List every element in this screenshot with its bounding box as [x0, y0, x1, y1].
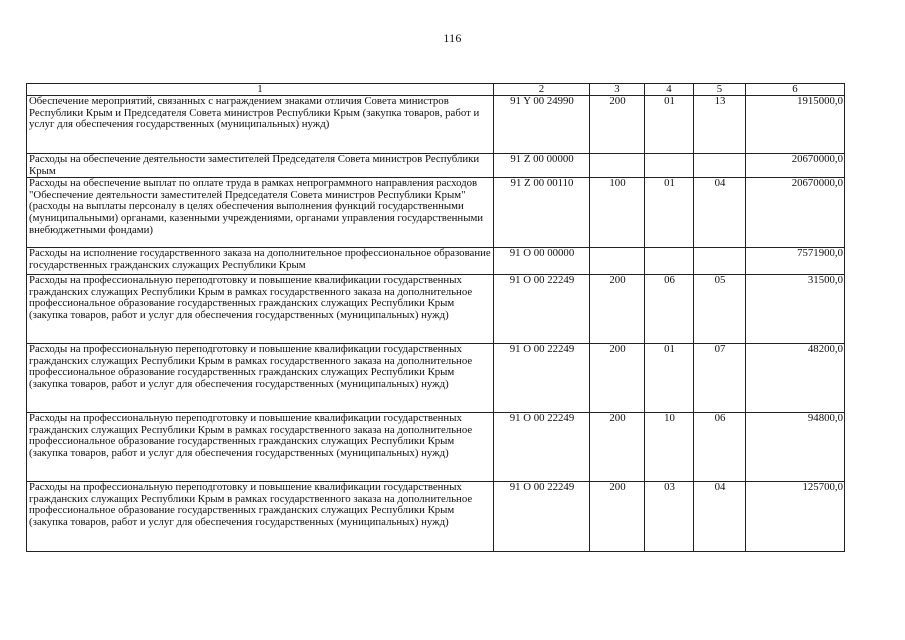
row-expense-type: 100 — [590, 178, 645, 248]
row-amount: 1915000,0 — [746, 96, 845, 154]
row-target-code: 91 О 00 00000 — [494, 248, 590, 275]
row-target-code: 91 О 00 22249 — [494, 344, 590, 413]
row-expense-type: 200 — [590, 413, 645, 482]
table-row — [27, 413, 845, 482]
row-subsection: 06 — [694, 413, 746, 482]
table-row — [27, 178, 845, 248]
row-amount: 94800,0 — [746, 413, 845, 482]
row-section: 03 — [645, 482, 694, 552]
row-expense-type: 200 — [590, 275, 645, 344]
row-target-code: 91 Y 00 24990 — [494, 96, 590, 154]
row-subsection: 07 — [694, 344, 746, 413]
row-section — [645, 154, 694, 178]
row-subsection — [694, 154, 746, 178]
table-row — [27, 96, 845, 154]
row-description: Расходы на профессиональную переподготовку и повышение квалификации государственных гражданских служащих Республики Крым в рамках государственного заказа на дополнительное профессиональное образование государственных гражданских служащих Республики Крым (закупка товаров, работ и услуг для обеспечения государственных (муниципальных) нужд) — [27, 344, 494, 413]
row-amount: 31500,0 — [746, 275, 845, 344]
row-section: 01 — [645, 344, 694, 413]
row-expense-type — [590, 248, 645, 275]
row-subsection — [694, 248, 746, 275]
table-row — [27, 344, 845, 413]
row-description: Расходы на обеспечение деятельности заместителей Председателя Совета министров Республики Крым — [27, 154, 494, 178]
header-row — [27, 84, 845, 96]
row-section — [645, 248, 694, 275]
budget-table — [26, 83, 845, 552]
header-col-5: 5 — [694, 84, 746, 96]
row-description: Расходы на профессиональную переподготовку и повышение квалификации государственных гражданских служащих Республики Крым в рамках государственного заказа на дополнительное профессиональное образование государственных гражданских служащих Республики Крым (закупка товаров, работ и услуг для обеспечения государственных (муниципальных) нужд) — [27, 413, 494, 482]
row-amount: 48200,0 — [746, 344, 845, 413]
table-body — [27, 96, 845, 552]
header-col-1: 1 — [27, 84, 494, 96]
table-header — [27, 84, 845, 96]
row-section: 06 — [645, 275, 694, 344]
row-expense-type — [590, 154, 645, 178]
page-number: 116 — [443, 31, 462, 45]
row-subsection: 13 — [694, 96, 746, 154]
row-subsection: 05 — [694, 275, 746, 344]
row-section: 01 — [645, 96, 694, 154]
row-target-code: 91 О 00 22249 — [494, 275, 590, 344]
row-subsection: 04 — [694, 482, 746, 552]
row-description: Расходы на профессиональную переподготовку и повышение квалификации государственных гражданских служащих Республики Крым в рамках государственного заказа на дополнительное профессиональное образование государственных гражданских служащих Республики Крым (закупка товаров, работ и услуг для обеспечения государственных (муниципальных) нужд) — [27, 275, 494, 344]
row-section: 01 — [645, 178, 694, 248]
row-amount: 125700,0 — [746, 482, 845, 552]
row-expense-type: 200 — [590, 344, 645, 413]
row-description: Расходы на исполнение государственного заказа на дополнительное профессиональное образование государственных гражданских служащих Республики Крым — [27, 248, 494, 275]
header-col-4: 4 — [645, 84, 694, 96]
row-section: 10 — [645, 413, 694, 482]
row-target-code: 91 Z 00 00110 — [494, 178, 590, 248]
row-expense-type: 200 — [590, 96, 645, 154]
header-col-2: 2 — [494, 84, 590, 96]
table-row — [27, 275, 845, 344]
row-description: Обеспечение мероприятий, связанных с награждением знаками отличия Совета министров Республики Крым и Председателя Совета министров Республики Крым (закупка товаров, работ и услуг для обеспечения государственных (муниципальных) нужд) — [27, 96, 494, 154]
row-target-code: 91 О 00 22249 — [494, 413, 590, 482]
table-row — [27, 248, 845, 275]
table-row — [27, 482, 845, 552]
row-target-code: 91 О 00 22249 — [494, 482, 590, 552]
row-expense-type: 200 — [590, 482, 645, 552]
row-description: Расходы на обеспечение выплат по оплате труда в рамках непрограммного направления расходов "Обеспечение деятельности заместителей Председателя Совета министров Республики Крым" (расходы на выплаты персоналу в целях обеспечения выполнения функций государственными (муниципальными) органами, казенными учреждениями, органами управления государственными внебюджетными фондами) — [27, 178, 494, 248]
row-description: Расходы на профессиональную переподготовку и повышение квалификации государственных гражданских служащих Республики Крым в рамках государственного заказа на дополнительное профессиональное образование государственных гражданских служащих Республики Крым (закупка товаров, работ и услуг для обеспечения государственных (муниципальных) нужд) — [27, 482, 494, 552]
row-amount: 20670000,0 — [746, 178, 845, 248]
row-target-code: 91 Z 00 00000 — [494, 154, 590, 178]
header-col-3: 3 — [590, 84, 645, 96]
table-row — [27, 154, 845, 178]
header-col-6: 6 — [746, 84, 845, 96]
row-amount: 20670000,0 — [746, 154, 845, 178]
row-amount: 7571900,0 — [746, 248, 845, 275]
row-subsection: 04 — [694, 178, 746, 248]
